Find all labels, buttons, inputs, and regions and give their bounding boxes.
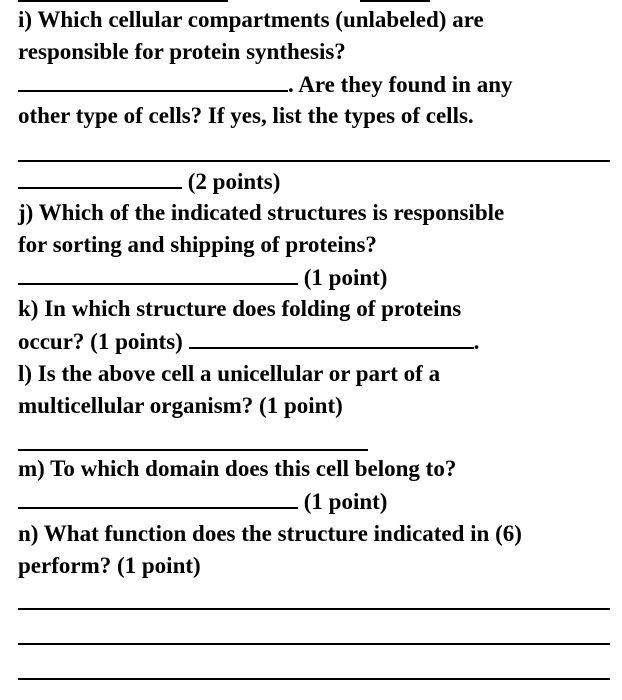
question-i-line-2: responsible for protein synthesis?: [18, 39, 346, 64]
question-m-points-line: [18, 487, 387, 516]
question-j-line-1: j) Which of the indicated structures is responsible: [18, 200, 505, 225]
question-i-points: (2 points): [187, 169, 281, 194]
question-k-line-1: k) In which structure does folding of proteins: [18, 296, 462, 321]
answer-blank-n-1[interactable]: [18, 608, 610, 610]
question-j-points-line: [18, 263, 387, 292]
question-j-line-2: for sorting and shipping of proteins?: [18, 232, 377, 257]
answer-blank-n-2[interactable]: [18, 643, 610, 645]
question-n-line-2: perform? (1 point): [18, 553, 201, 578]
question-l-line-1: l) Is the above cell a unicellular or part of a: [18, 361, 441, 386]
answer-blank-n-3[interactable]: [18, 678, 610, 680]
question-i-points-line: [18, 167, 280, 196]
question-l-line-2: multicellular organism? (1 point): [18, 393, 343, 418]
question-i-line-1: i) Which cellular compartments (unlabeled) are: [18, 7, 484, 32]
answer-blank-i-compartments[interactable]: [18, 70, 288, 92]
question-k-line-2: occur? (1 points) .: [18, 329, 480, 354]
answer-blank-k[interactable]: [189, 327, 474, 349]
answer-blank-j[interactable]: [18, 263, 298, 285]
answer-blank-m[interactable]: [18, 487, 298, 509]
question-j-points: (1 point): [303, 265, 388, 290]
question-i-line-4: other type of cells? If yes, list the types of cells.: [18, 103, 474, 128]
answer-blank-i-cell-types-2[interactable]: [18, 167, 182, 189]
question-m-points: (1 point): [303, 489, 388, 514]
answer-blank-i-cell-types-1[interactable]: [18, 160, 610, 162]
question-i-line-3: . Are they found in any: [18, 70, 513, 99]
answer-blank-top-2[interactable]: [360, 0, 430, 2]
question-n-line-1: n) What function does the structure indicated in (6): [18, 521, 522, 546]
answer-blank-top-1[interactable]: [18, 0, 228, 2]
question-m-line-1: m) To which domain does this cell belong to?: [18, 456, 457, 481]
answer-blank-l[interactable]: [18, 449, 368, 451]
